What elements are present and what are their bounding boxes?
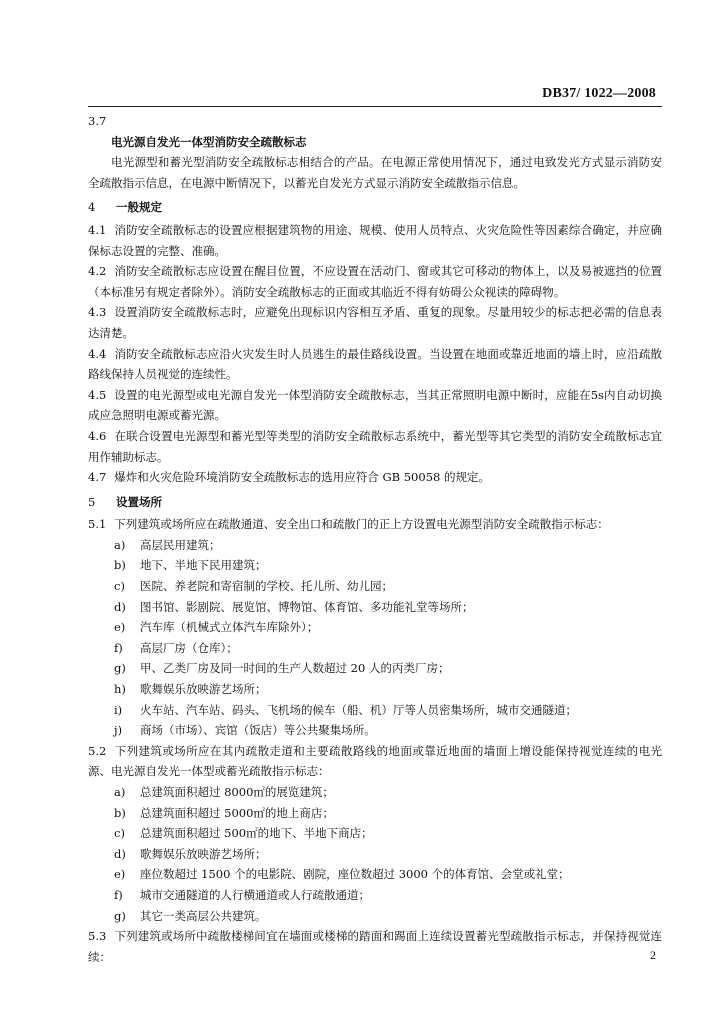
- list-item-marker: a): [114, 537, 126, 552]
- clause-5-1-list: [88, 535, 662, 741]
- clause-text: 在联合设置电光源型和蓄光型等类型的消防安全疏散标志系统中，蓄光型等其它类型的消防安全疏散标志宜用作辅助标志。: [88, 428, 662, 464]
- list-item-text: 高层民用建筑；: [140, 537, 221, 552]
- clause-number: 4.7: [88, 470, 107, 485]
- clause-text: 设置消防安全疏散标志时，应避免出现标识内容相互矛盾、重复的现象。尽量用较少的标志把必需的信息表达清楚。: [88, 305, 662, 340]
- list-item-marker: c): [114, 826, 125, 841]
- list-item: [88, 555, 662, 576]
- list-item-marker: h): [114, 682, 126, 697]
- list-item-text: 医院、养老院和寄宿制的学校、托儿所、幼儿园；: [140, 579, 393, 594]
- section-number: 5: [88, 494, 96, 509]
- clause-5-1: [88, 514, 662, 535]
- list-item-text: 地下、半地下民用建筑；: [140, 558, 267, 573]
- clause-4-6: [88, 426, 662, 467]
- header-rule: [88, 106, 662, 107]
- clause-text: 下列建筑或场所应在其内疏散走道和主要疏散路线的地面或靠近地面的墙面上增设能保持视觉连续的电光源、电光源自发光一体型或蓄光疏散指示标志：: [88, 743, 662, 779]
- list-item-text: 城市交通隧道的人行横通道或人行疏散通道；: [140, 887, 370, 902]
- list-item-marker: e): [114, 867, 126, 882]
- list-item: [88, 823, 662, 844]
- clause-4-2: [88, 261, 662, 302]
- list-item-text: 总建筑面积超过 500㎡的地下、半地下商店；: [140, 826, 373, 841]
- list-item-text: 其它一类高层公共建筑。: [140, 908, 267, 923]
- clause-4-4: [88, 344, 662, 385]
- clause-number: 4.5: [88, 387, 107, 402]
- clause-5-2-list: [88, 782, 662, 926]
- list-item-text: 甲、乙类厂房及同一时间的生产人数超过 20 人的丙类厂房；: [140, 661, 450, 676]
- list-item-marker: i): [114, 702, 123, 717]
- list-item-text: 总建筑面积超过 8000㎡的展览建筑；: [140, 785, 334, 799]
- clause-number: 4.6: [88, 428, 107, 443]
- term-definition: 电光源型和蓄光型消防安全疏散标志相结合的产品。在电源正常使用情况下，通过电致发光方式显示消防安全疏散指示信息，在电源中断情况下，以蓄光自发光方式显示消防安全疏散指示信息。: [88, 155, 662, 190]
- list-item-marker: b): [114, 805, 126, 820]
- list-item-marker: f): [114, 640, 123, 655]
- section-4-clauses: [88, 220, 662, 488]
- clause-4-3: [88, 302, 662, 343]
- clause-4-1: [88, 220, 662, 261]
- list-item: [88, 844, 662, 865]
- list-item-text: 商场（市场）、宾馆（饭店）等公共聚集场所。: [140, 723, 376, 738]
- clause-number: 4.2: [88, 264, 107, 279]
- clause-4-5: [88, 385, 662, 426]
- clause-text: 消防安全疏散标志应沿火灾发生时人员逃生的最佳路线设置。当设置在地面或靠近地面的墙上时，应沿疏散路线保持人员视觉的连续性。: [88, 346, 662, 382]
- list-item-marker: b): [114, 558, 126, 573]
- clause-4-7: [88, 467, 662, 488]
- page-content: [88, 111, 662, 967]
- page-number: 2: [650, 948, 656, 962]
- list-item: [88, 617, 662, 638]
- list-item-text: 图书馆、影剧院、展览馆、博物馆、体育馆、多功能礼堂等场所；: [140, 599, 474, 614]
- list-item-marker: d): [114, 599, 126, 614]
- list-item: [88, 720, 662, 741]
- list-item: [88, 658, 662, 679]
- list-item-text: 总建筑面积超过 5000㎡的地上商店；: [140, 805, 334, 820]
- list-item-marker: j): [114, 723, 123, 738]
- list-item: [88, 864, 662, 885]
- list-item-marker: c): [114, 579, 125, 594]
- clause-text: 下列建筑或场所中疏散楼梯间宜在墙面或楼梯的踏面和踢面上连续设置蓄光型疏散指示标志，并保持视觉连续：: [88, 929, 662, 964]
- section-number: 4: [88, 200, 96, 215]
- term-title: 电光源自发光一体型消防安全疏散标志: [111, 134, 307, 149]
- clause-number: 5.2: [88, 743, 107, 758]
- list-item-marker: f): [114, 887, 123, 902]
- list-item: [88, 576, 662, 597]
- clause-text: 设置的电光源型或电光源自发光一体型消防安全疏散标志，当其正常照明电源中断时，应能在5s内自动切换成应急照明电源或蓄光源。: [88, 387, 662, 423]
- document-code: DB37/ 1022—2008: [542, 86, 656, 101]
- term-number: 3.7: [88, 114, 107, 128]
- list-item: [88, 885, 662, 906]
- list-item-marker: a): [114, 785, 126, 799]
- clause-number: 4.1: [88, 222, 107, 237]
- section-5-heading: [88, 492, 662, 513]
- list-item-text: 歌舞娱乐放映游艺场所；: [140, 846, 267, 861]
- list-item: [88, 535, 662, 556]
- list-item-text: 歌舞娱乐放映游艺场所；: [140, 682, 267, 697]
- list-item-marker: e): [114, 620, 126, 635]
- section-title: 设置场所: [116, 494, 162, 509]
- clause-number: 5.1: [88, 517, 107, 532]
- list-item-text: 汽车库（机械式立体汽车库除外）；: [140, 620, 319, 635]
- list-item: [88, 638, 662, 659]
- list-item-marker: d): [114, 846, 126, 861]
- list-item: [88, 803, 662, 824]
- list-item: [88, 906, 662, 927]
- clause-5-2: [88, 741, 662, 782]
- list-item-text: 火车站、汽车站、码头、飞机场的候车（船、机）厅等人员密集场所，城市交通隧道；: [140, 702, 577, 717]
- clause-5-3: [88, 926, 662, 967]
- list-item-text: 座位数超过 1500 个的电影院、剧院，座位数超过 3000 个的体育馆、会堂或礼堂；: [140, 867, 570, 882]
- clause-number: 5.3: [88, 929, 107, 944]
- clause-text: 下列建筑或场所应在疏散通道、安全出口和疏散门的正上方设置电光源型消防安全疏散指示标志：: [114, 517, 609, 532]
- list-item: [88, 700, 662, 721]
- list-item: [88, 597, 662, 618]
- clause-number: 4.3: [88, 305, 107, 320]
- clause-number: 4.4: [88, 346, 107, 361]
- clause-text: 消防安全疏散标志应设置在醒目位置，不应设置在活动门、窗或其它可移动的物体上，以及易被遮挡的位置（本标准另有规定者除外）。消防安全疏散标志的正面或其临近不得有妨碍公众视读的障碍物。: [88, 264, 662, 299]
- section-4-heading: [88, 197, 662, 218]
- clause-text: 消防安全疏散标志的设置应根据建筑物的用途、规模、使用人员特点、火灾危险性等因素综合确定，并应确保标志设置的完整、准确。: [88, 222, 662, 258]
- list-item: [88, 782, 662, 803]
- list-item: [88, 679, 662, 700]
- list-item-text: 高层厂房（仓库）；: [140, 640, 238, 655]
- list-item-marker: g): [114, 661, 126, 676]
- section-title: 一般规定: [116, 200, 162, 215]
- clause-text: 爆炸和火灾危险环境消防安全疏散标志的选用应符合 GB 50058 的规定。: [114, 470, 490, 485]
- list-item-marker: g): [114, 908, 126, 923]
